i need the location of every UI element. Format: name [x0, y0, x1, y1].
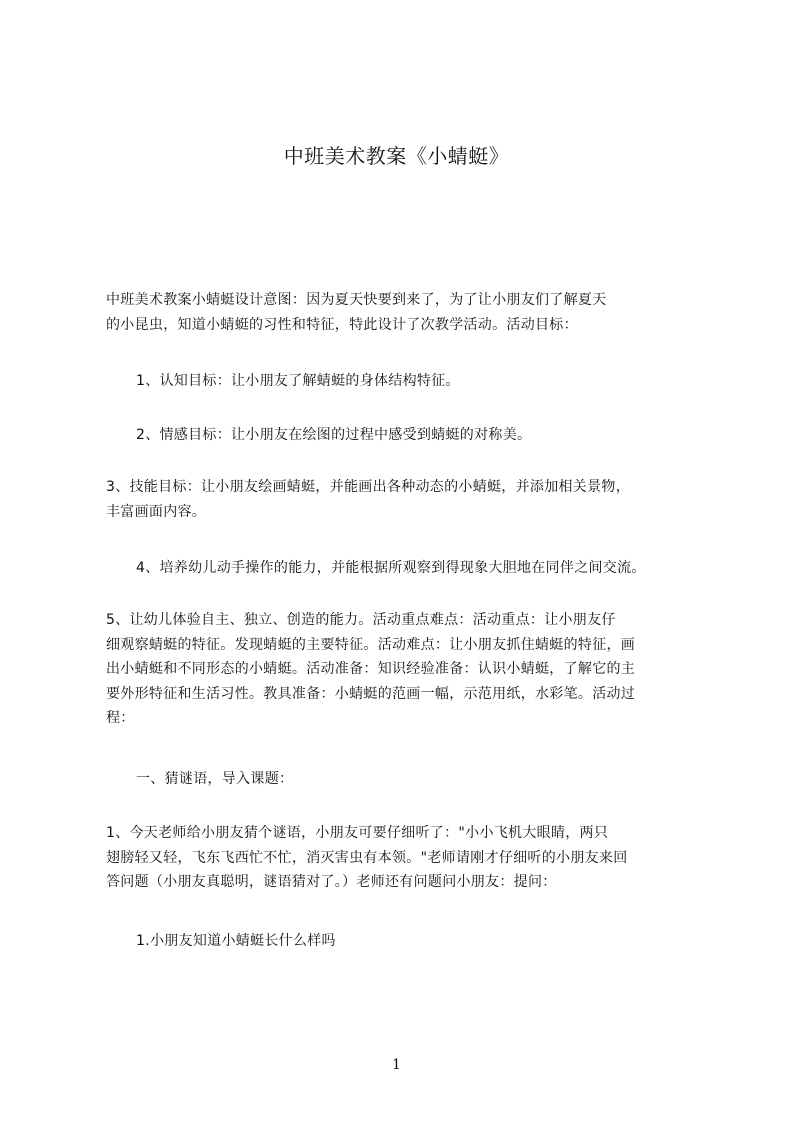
- goal-3-paragraph: [106, 475, 721, 524]
- text-line: 2、情感目标：让小朋友在绘图的过程中感受到蜻蜓的对称美。: [136, 427, 532, 443]
- text-line: 答问题（小朋友真聪明，谜语猜对了。）老师还有问题问小朋友：提问：: [106, 874, 557, 890]
- riddle-paragraph: [106, 821, 721, 895]
- goal-4-paragraph: [136, 556, 716, 581]
- text-line: 5、让幼儿体验自主、独立、创造的能力。活动重点难点：活动重点：让小朋友仔: [106, 612, 616, 628]
- text-line: 丰富画面内容。: [106, 503, 207, 520]
- text-line: 3、技能目标：让小朋友绘画蜻蜓，并能画出各种动态的小蜻蜓，并添加相关景物，: [106, 479, 631, 495]
- text-line: 1、今天老师给小朋友猜个谜语，小朋友可要仔细听了："小小飞机大眼睛，两只: [106, 825, 609, 841]
- text-line: 细观察蜻蜓的特征。发现蜻蜓的主要特征。活动难点：让小朋友抓住蜻蜓的特征，画: [106, 636, 636, 653]
- text-line: 翅膀轻又轻，飞东飞西忙不忙，消灭害虫有本领。"老师请刚才仔细听的小朋友来回: [106, 849, 628, 866]
- text-line: 程：: [106, 710, 135, 726]
- goal-5-paragraph: [106, 608, 721, 731]
- intro-paragraph: [106, 288, 706, 337]
- text-line: 一、猜谜语，导入课题：: [136, 771, 294, 787]
- page-number: 1: [392, 1057, 401, 1073]
- document-title: 中班美术教案《小蜻蜓》: [283, 144, 510, 168]
- text-line: 1.小朋友知道小蜻蜓长什么样吗: [136, 933, 336, 949]
- goal-2-paragraph: [136, 423, 716, 448]
- question-1-paragraph: [136, 929, 716, 954]
- text-line: 要外形特征和生活习性。教具准备：小蜻蜓的范画一幅，示范用纸，水彩笔。活动过: [106, 685, 636, 702]
- text-line: 1、认知目标：让小朋友了解蜻蜓的身体结构特征。: [136, 373, 460, 389]
- text-line: 的小昆虫，知道小蜻蜓的习性和特征，特此设计了次教学活动。活动目标：: [106, 316, 578, 333]
- section-1-heading: [136, 767, 716, 792]
- text-line: 4、培养幼儿动手操作的能力，并能根据所观察到得现象大胆地在同伴之间交流。: [136, 560, 646, 576]
- text-line: 出小蜻蜓和不同形态的小蜻蜓。活动准备：知识经验准备：认识小蜻蜓，了解它的主: [106, 661, 636, 677]
- text-line: 中班美术教案小蜻蜓设计意图：因为夏天快要到来了，为了让小朋友们了解夏天: [106, 292, 607, 308]
- goal-1-paragraph: [136, 369, 716, 394]
